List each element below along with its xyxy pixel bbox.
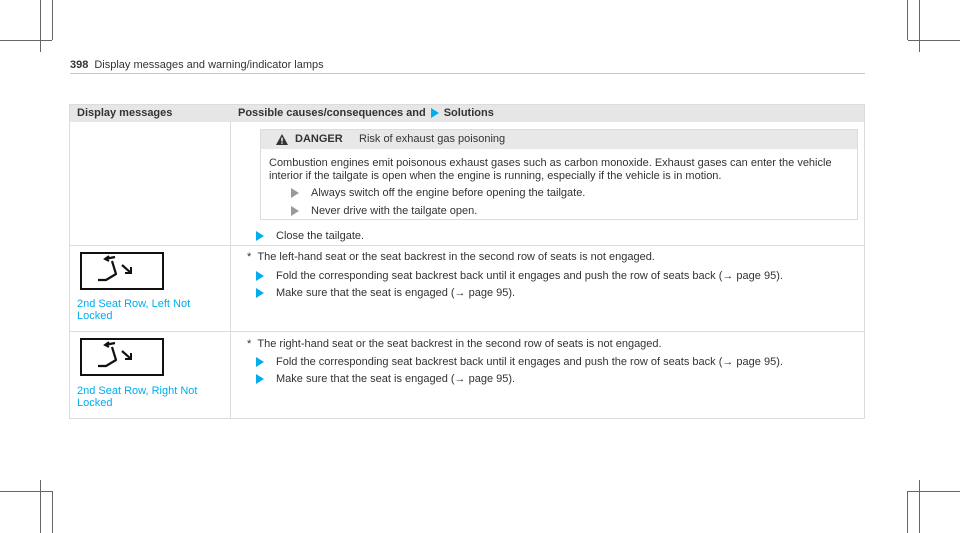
table-header: [70, 105, 864, 122]
column-header-solutions-text: Solutions: [443, 107, 494, 119]
solution-step-text: Fold the corresponding seat backrest back until it engages and push the row of seats back (→ page 95).: [276, 270, 783, 282]
cause-text-content: The left-hand seat or the seat backrest in the second row of seats is not engaged.: [257, 251, 655, 263]
cause-text: * The right-hand seat or the seat backrest in the second row of seats is not engaged.: [247, 338, 662, 350]
danger-header: [261, 130, 857, 149]
solution-step: [256, 270, 783, 283]
display-messages-table: [69, 104, 865, 419]
solution-step: [256, 373, 515, 386]
crop-mark: [40, 0, 41, 52]
danger-label: DANGER: [295, 133, 343, 145]
page-number: 398: [70, 59, 89, 71]
solution-step-text: Fold the corresponding seat backrest back until it engages and push the row of seats back (→ page 95).: [276, 356, 783, 368]
danger-step-text: Always switch off the engine before opening the tailgate.: [311, 187, 586, 199]
danger-title: Risk of exhaust gas poisoning: [359, 133, 506, 145]
row-divider: [70, 245, 864, 246]
column-header-causes: [238, 107, 494, 119]
seat-icon: [82, 340, 162, 374]
crop-mark: [907, 0, 908, 40]
solution-step: [256, 356, 783, 369]
crop-mark: [908, 491, 960, 492]
crop-mark: [0, 40, 52, 41]
step-arrow-icon: [256, 271, 264, 281]
column-header-messages: Display messages: [77, 107, 173, 119]
step-arrow-icon: [256, 357, 264, 367]
column-divider: [230, 122, 231, 418]
cause-text: * The left-hand seat or the seat backrest in the second row of seats is not engaged.: [247, 251, 655, 263]
column-header-causes-text: Possible causes/consequences and: [238, 107, 426, 119]
danger-body: Combustion engines emit poisonous exhaust gases such as carbon monoxide. Exhaust gases can enter the vehicle interior if the tailgate is open when the engine is running, especially if the vehicle is in motion.: [269, 157, 832, 182]
solution-step-text: Make sure that the seat is engaged (→ page 95).: [276, 373, 516, 385]
danger-step-text: Never drive with the tailgate open.: [311, 205, 478, 217]
row-divider: [70, 331, 864, 332]
danger-step: [291, 205, 477, 218]
cause-text-content: The right-hand seat or the seat backrest in the second row of seats is not engaged.: [257, 338, 662, 350]
danger-step: [291, 187, 585, 200]
page-header: [70, 59, 324, 71]
display-message-right: 2nd Seat Row, Right Not Locked: [77, 385, 198, 409]
crop-mark: [907, 491, 908, 533]
crop-mark: [0, 491, 52, 492]
solution-arrow-icon: [431, 108, 439, 118]
solution-step-text: Make sure that the seat is engaged (→ page 95).: [276, 287, 516, 299]
step-arrow-icon: [256, 231, 264, 241]
step-arrow-icon: [256, 374, 264, 384]
header-divider: [70, 73, 865, 74]
crop-mark: [908, 40, 960, 41]
step-arrow-icon: [256, 288, 264, 298]
crop-mark: [919, 0, 920, 52]
step-arrow-icon: [291, 206, 299, 216]
solution-step: [256, 287, 515, 300]
seat-row-display-icon: [80, 252, 164, 290]
warning-icon: [276, 134, 288, 145]
page-header-title: Display messages and warning/indicator lamps: [94, 59, 324, 71]
seat-icon: [82, 254, 162, 288]
display-message-left: 2nd Seat Row, Left Not Locked: [77, 298, 191, 322]
crop-mark: [919, 480, 920, 533]
solution-step: [256, 230, 364, 243]
danger-box: [260, 129, 858, 220]
solution-step-text: Close the tailgate.: [276, 230, 365, 242]
crop-mark: [40, 480, 41, 533]
seat-row-display-icon: [80, 338, 164, 376]
step-arrow-icon: [291, 188, 299, 198]
crop-mark: [52, 0, 53, 40]
crop-mark: [52, 491, 53, 533]
